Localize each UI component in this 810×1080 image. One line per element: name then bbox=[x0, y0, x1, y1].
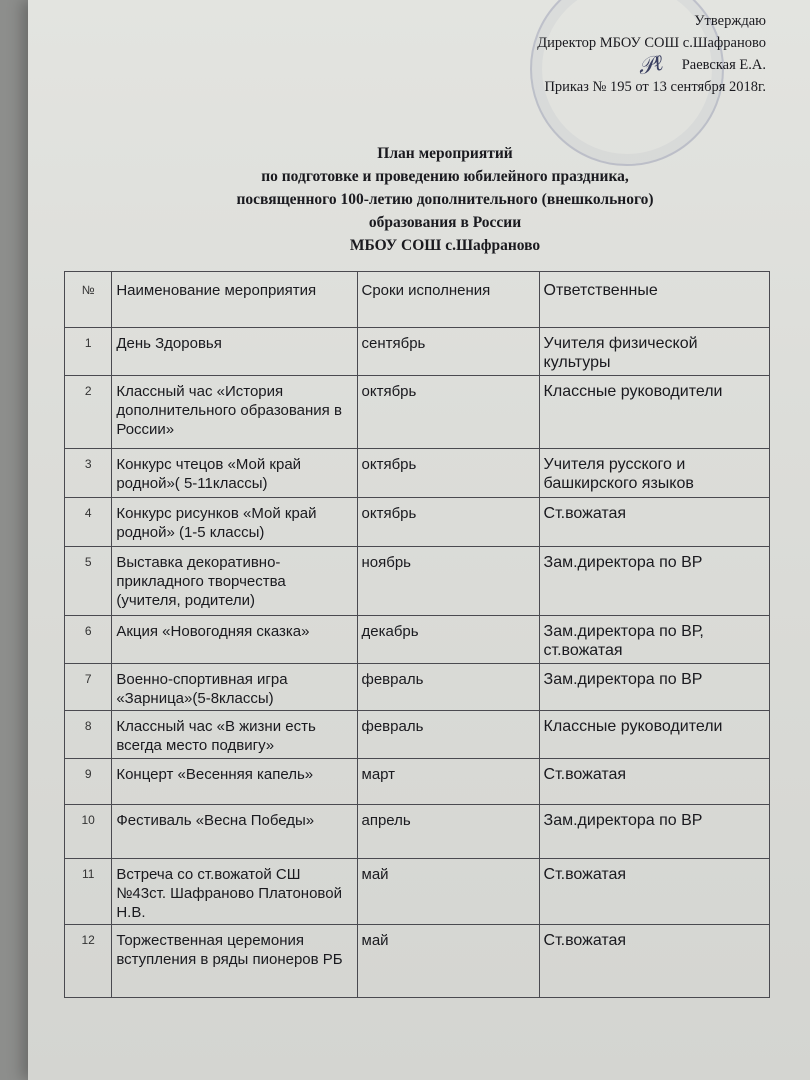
table-row bbox=[65, 376, 770, 449]
event-responsible: Учителя физической культуры bbox=[539, 328, 769, 376]
event-responsible: Классные руководители bbox=[539, 376, 769, 449]
event-term: октябрь bbox=[357, 498, 539, 547]
title-line: посвященного 100-летию дополнительного (внешкольного) bbox=[236, 191, 654, 208]
event-responsible: Классные руководители bbox=[539, 711, 769, 759]
row-number: 12 bbox=[65, 925, 112, 998]
row-number: 11 bbox=[65, 859, 112, 925]
event-responsible: Ст.вожатая bbox=[539, 925, 769, 998]
title-line: образования в России bbox=[368, 214, 522, 231]
event-term: декабрь bbox=[357, 616, 539, 664]
table-row bbox=[65, 859, 770, 925]
table-header-row bbox=[65, 272, 770, 328]
row-number: 3 bbox=[65, 449, 112, 498]
event-term: ноябрь bbox=[357, 547, 539, 616]
row-number: 10 bbox=[65, 805, 112, 859]
table-row bbox=[65, 616, 770, 664]
approval-name: Раевская Е.А. bbox=[681, 57, 766, 73]
event-responsible: Зам.директора по ВР bbox=[539, 547, 769, 616]
event-name: Концерт «Весенняя капель» bbox=[112, 759, 357, 805]
document-title bbox=[150, 142, 740, 257]
approval-order: Приказ № 195 от 13 сентября 2018г. bbox=[544, 79, 766, 95]
event-name: Акция «Новогодняя сказка» bbox=[112, 616, 357, 664]
event-name: Конкурс чтецов «Мой край родной»( 5-11классы) bbox=[112, 449, 357, 498]
event-term: февраль bbox=[357, 664, 539, 711]
event-term: октябрь bbox=[357, 449, 539, 498]
table-row bbox=[65, 664, 770, 711]
table-row bbox=[65, 925, 770, 998]
event-responsible: Ст.вожатая bbox=[539, 498, 769, 547]
event-term: март bbox=[357, 759, 539, 805]
handwritten-signature: 𝒫ℓ bbox=[635, 50, 666, 81]
event-responsible: Ст.вожатая bbox=[539, 759, 769, 805]
header-term: Сроки исполнения bbox=[357, 272, 539, 328]
event-term: февраль bbox=[357, 711, 539, 759]
title-line: МБОУ СОШ с.Шафраново bbox=[349, 237, 541, 254]
title-line: по подготовке и проведению юбилейного праздника, bbox=[261, 168, 629, 185]
row-number: 4 bbox=[65, 498, 112, 547]
table-row bbox=[65, 449, 770, 498]
table-row bbox=[65, 328, 770, 376]
event-responsible: Зам.директора по ВР bbox=[539, 805, 769, 859]
approval-title: Утверждаю bbox=[694, 13, 766, 29]
row-number: 5 bbox=[65, 547, 112, 616]
row-number: 7 bbox=[65, 664, 112, 711]
event-name: Военно-спортивная игра «Зарница»(5-8классы) bbox=[112, 664, 357, 711]
event-name: Фестиваль «Весна Победы» bbox=[112, 805, 357, 859]
approval-position: Директор МБОУ СОШ с.Шафраново bbox=[537, 35, 766, 51]
row-number: 8 bbox=[65, 711, 112, 759]
event-responsible: Ст.вожатая bbox=[539, 859, 769, 925]
table-row bbox=[65, 498, 770, 547]
event-term: май bbox=[357, 859, 539, 925]
event-term: октябрь bbox=[357, 376, 539, 449]
event-name: Встреча со ст.вожатой СШ №43ст. Шафраново Платоновой Н.В. bbox=[112, 859, 357, 925]
table-row bbox=[65, 759, 770, 805]
event-name: Классный час «История дополнительного образования в России» bbox=[112, 376, 357, 449]
header-event-name: Наименование мероприятия bbox=[112, 272, 357, 328]
row-number: 9 bbox=[65, 759, 112, 805]
table-row bbox=[65, 711, 770, 759]
event-name: Торжественная церемония вступления в ряды пионеров РБ bbox=[112, 925, 357, 998]
row-number: 2 bbox=[65, 376, 112, 449]
event-name: Выставка декоративно-прикладного творчества (учителя, родители) bbox=[112, 547, 357, 616]
table-row bbox=[65, 805, 770, 859]
event-term: май bbox=[357, 925, 539, 998]
event-responsible: Учителя русского и башкирского языков bbox=[539, 449, 769, 498]
event-name: Классный час «В жизни есть всегда место подвигу» bbox=[112, 711, 357, 759]
title-line: План мероприятий bbox=[377, 145, 513, 162]
event-name: Конкурс рисунков «Мой край родной» (1-5 классы) bbox=[112, 498, 357, 547]
event-responsible: Зам.директора по ВР, ст.вожатая bbox=[539, 616, 769, 664]
event-term: апрель bbox=[357, 805, 539, 859]
event-responsible: Зам.директора по ВР bbox=[539, 664, 769, 711]
header-responsible: Ответственные bbox=[539, 272, 769, 328]
table-row bbox=[65, 547, 770, 616]
row-number: 6 bbox=[65, 616, 112, 664]
events-table bbox=[64, 271, 770, 998]
row-number: 1 bbox=[65, 328, 112, 376]
event-name: День Здоровья bbox=[112, 328, 357, 376]
event-term: сентябрь bbox=[357, 328, 539, 376]
header-number: № bbox=[65, 272, 112, 328]
approval-block bbox=[446, 10, 766, 98]
